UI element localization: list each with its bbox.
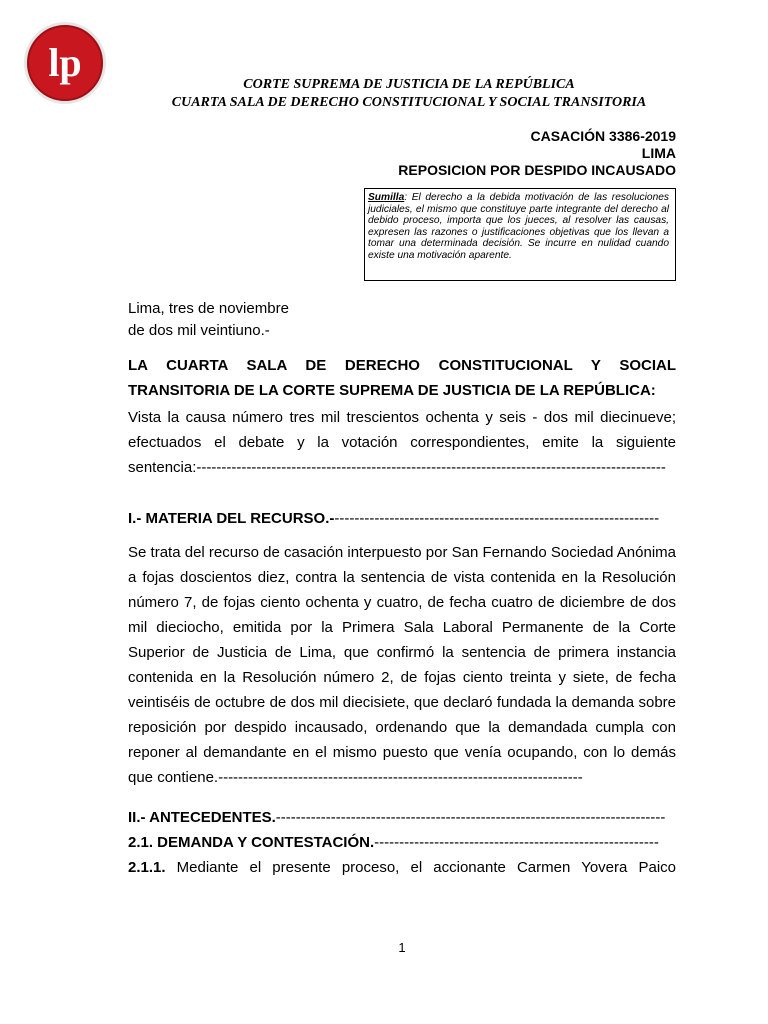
logo-text: lp <box>48 40 82 85</box>
section-2-title-line <box>128 805 676 830</box>
section-2-dashes: ------------------------------------------------------------------------------ <box>275 809 666 826</box>
section-antecedentes <box>128 805 676 880</box>
sala-name: CUARTA SALA DE DERECHO CONSTITUCIONAL Y SOCIAL TRANSITORIA <box>171 95 647 110</box>
subsection-dashes: --------------------------------------------------------- <box>374 834 659 851</box>
section-materia <box>128 506 676 790</box>
case-block <box>398 128 676 179</box>
date-line-2: de dos mil veintiuno.- <box>128 322 270 339</box>
sumilla-box <box>364 188 676 281</box>
vista-text: Vista la causa número tres mil trescientos ochenta y seis - dos mil diecinueve; efectuados el debate y la votación correspondientes, emite la siguiente sentencia:---------------------------------------------------------------------------------------------- <box>128 409 676 476</box>
section-2-title: II.- ANTECEDENTES. <box>128 809 276 826</box>
section-1-title-line <box>128 506 676 531</box>
section-1-dashes: ----------------------------------------------------------------- <box>334 510 660 527</box>
sumilla-label: Sumilla <box>368 192 405 203</box>
paragraph-2-1-1 <box>128 855 676 880</box>
sala-heading: LA CUARTA SALA DE DERECHO CONSTITUCIONAL Y SOCIAL TRANSITORIA DE LA CORTE SUPREMA DE JUSTICIA DE LA REPÚBLICA: <box>128 357 676 399</box>
case-city: LIMA <box>641 145 676 161</box>
paragraph-text: Mediante el presente proceso, el accionante Carmen Yovera Paico <box>165 859 676 876</box>
case-number: CASACIÓN 3386-2019 <box>530 128 676 144</box>
section-1-text: Se trata del recurso de casación interpuesto por San Fernando Sociedad Anónima a fojas doscientos diez, contra la sentencia de vista contenida en la Resolución número 7, de fojas ciento ochenta y cuatro, de fecha cuatro de diciembre de dos mil dieciocho, emitida por la Primera Sala Laboral Permanente de la Corte Superior de Justicia de Lima, que confirmó la sentencia de primera instancia contenida en la Resolución número 2, de fojas ciento treinta y siete, de fecha veintiséis de octubre de dos mil diecisiete, que declaró fundada la demanda sobre reposición por despido incausado, ordenando que la demandada cumpla con reponer al demandante en el mismo puesto que venía ocupando, con lo demás que contiene.------------------------------------------------------------------------- <box>128 544 676 786</box>
date-line-1: Lima, tres de noviembre <box>128 300 289 317</box>
date-block <box>128 298 676 342</box>
subsection-title: 2.1. DEMANDA Y CONTESTACIÓN. <box>128 834 375 851</box>
court-header <box>0 76 768 112</box>
vista-paragraph <box>128 405 676 480</box>
section-1-title: I.- MATERIA DEL RECURSO.- <box>128 510 335 527</box>
paragraph-number: 2.1.1. <box>128 859 166 876</box>
page-number: 1 <box>398 940 406 955</box>
subsection-title-line <box>128 830 676 855</box>
sumilla-text: : El derecho a la debida motivación de las resoluciones judiciales, el mismo que constituye parte integrante del derecho al debido proceso, importa que los jueces, al resolver las causas, expresen las razones o justificaciones objetivas que los llevan a tomar una determinada decisión. Se incurre en nulidad cuando existe una motivación aparente. <box>368 192 669 261</box>
court-name: CORTE SUPREMA DE JUSTICIA DE LA REPÚBLICA <box>243 77 575 92</box>
case-matter: REPOSICION POR DESPIDO INCAUSADO <box>398 162 676 178</box>
